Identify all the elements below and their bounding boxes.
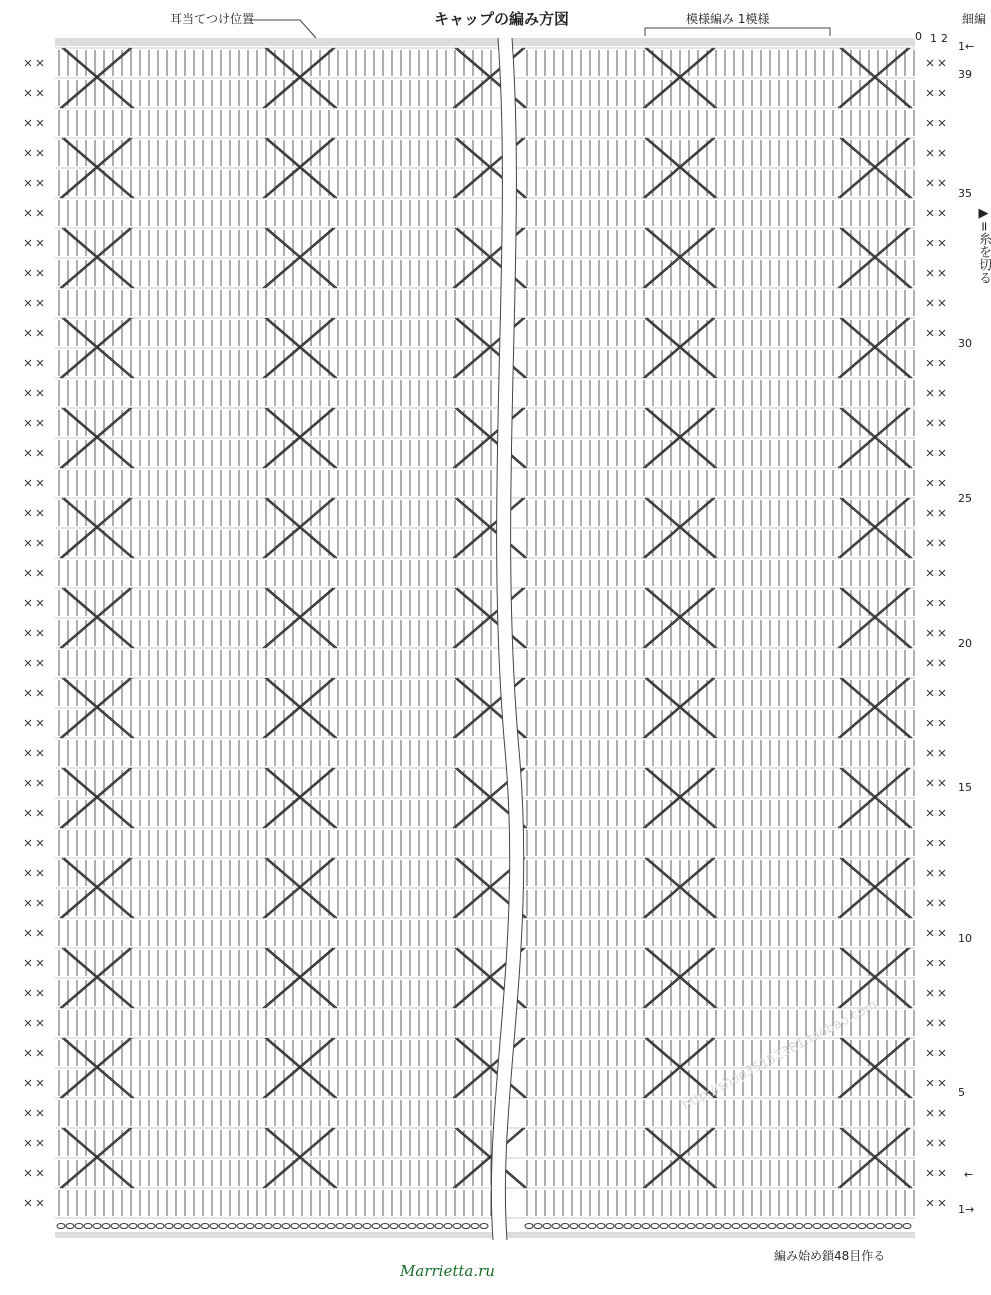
top-border (55, 38, 915, 46)
chain-stitch (273, 1224, 281, 1229)
chain-stitch (822, 1224, 830, 1229)
chain-stitch (309, 1224, 317, 1229)
chain-stitch (408, 1224, 416, 1229)
chain-stitch (651, 1224, 659, 1229)
watermark: http://shop35152381.taobao.com (680, 997, 880, 1114)
chain-stitch (363, 1224, 371, 1229)
row-number: 30 (958, 337, 972, 350)
chain-stitch (399, 1224, 407, 1229)
chain-stitch (390, 1224, 398, 1229)
pattern-repeat-bracket (645, 28, 830, 36)
chain-stitch (561, 1224, 569, 1229)
chain-stitch (858, 1224, 866, 1229)
chain-stitch (642, 1224, 650, 1229)
chain-stitch (354, 1224, 362, 1229)
chain-stitch (543, 1224, 551, 1229)
chain-stitch (372, 1224, 380, 1229)
chain-stitch (525, 1224, 533, 1229)
chain-stitch (588, 1224, 596, 1229)
chain-stitch (300, 1224, 308, 1229)
chain-stitch (885, 1224, 893, 1229)
chain-stitch (255, 1224, 263, 1229)
chain-stitch (471, 1224, 479, 1229)
chain-stitch (462, 1224, 470, 1229)
chain-stitch (426, 1224, 434, 1229)
chain-stitch (435, 1224, 443, 1229)
row-number: 25 (958, 492, 972, 505)
chain-stitch (210, 1224, 218, 1229)
chain-stitch (93, 1224, 101, 1229)
top-marker: 2 (941, 32, 948, 45)
chain-stitch (759, 1224, 767, 1229)
cut-yarn-label: ▶=糸を切る (976, 206, 991, 284)
chain-stitch (138, 1224, 146, 1229)
chain-stitch (633, 1224, 641, 1229)
chain-stitch (840, 1224, 848, 1229)
brand-logo: Marrietta.ru (400, 1262, 495, 1280)
chain-stitch (264, 1224, 272, 1229)
chain-stitch (183, 1224, 191, 1229)
chain-stitch (327, 1224, 335, 1229)
chain-stitch (174, 1224, 182, 1229)
chain-stitch (120, 1224, 128, 1229)
chain-stitch (84, 1224, 92, 1229)
chain-stitch (336, 1224, 344, 1229)
chain-stitch (804, 1224, 812, 1229)
chain-stitch (111, 1224, 119, 1229)
chain-stitch (696, 1224, 704, 1229)
chain-stitch (606, 1224, 614, 1229)
chain-stitch (201, 1224, 209, 1229)
chain-stitch (849, 1224, 857, 1229)
chain-stitch (867, 1224, 875, 1229)
row-number: 15 (958, 781, 972, 794)
chain-stitch (714, 1224, 722, 1229)
chain-stitch (795, 1224, 803, 1229)
chain-stitch (597, 1224, 605, 1229)
chain-stitch (615, 1224, 623, 1229)
top-marker: 0 (915, 30, 922, 43)
row-direction-marker: 1→ (958, 1203, 975, 1216)
chain-stitch (831, 1224, 839, 1229)
chain-stitch (192, 1224, 200, 1229)
chain-stitch (777, 1224, 785, 1229)
chain-stitch (480, 1224, 488, 1229)
chain-stitch (768, 1224, 776, 1229)
page-title: キャップの編み方図 (434, 10, 570, 28)
chain-stitch (318, 1224, 326, 1229)
row-number: 10 (958, 932, 972, 945)
chain-stitch (687, 1224, 695, 1229)
chain-stitch (669, 1224, 677, 1229)
chain-stitch (660, 1224, 668, 1229)
chain-stitch (291, 1224, 299, 1229)
ear-flap-leader (250, 20, 316, 38)
chain-stitch (417, 1224, 425, 1229)
start-chain-label: 編み始め鎖48目作る (774, 1249, 886, 1263)
chain-stitch (129, 1224, 137, 1229)
chain-stitch (786, 1224, 794, 1229)
bottom-border (55, 1232, 915, 1238)
chain-stitch (813, 1224, 821, 1229)
row-direction-marker: ← (964, 1168, 974, 1181)
chain-stitch (219, 1224, 227, 1229)
chain-stitch (453, 1224, 461, 1229)
row-direction-marker: 1← (958, 40, 975, 53)
chain-stitch (534, 1224, 542, 1229)
chain-stitch (75, 1224, 83, 1229)
chain-stitch (444, 1224, 452, 1229)
chain-stitch (552, 1224, 560, 1229)
chain-stitch (705, 1224, 713, 1229)
pattern-repeat-label: 模様編み 1模様 (686, 12, 770, 26)
chain-stitch (282, 1224, 290, 1229)
chain-stitch (345, 1224, 353, 1229)
chain-stitch (165, 1224, 173, 1229)
chain-stitch (102, 1224, 110, 1229)
chain-stitch (732, 1224, 740, 1229)
chain-stitch (147, 1224, 155, 1229)
row-number: 5 (958, 1086, 965, 1099)
chain-stitch (741, 1224, 749, 1229)
chain-stitch (381, 1224, 389, 1229)
chain-stitch (750, 1224, 758, 1229)
chain-stitch (66, 1224, 74, 1229)
ear-flap-position-label: 耳当てつけ位置 (170, 12, 255, 26)
chain-stitch (228, 1224, 236, 1229)
chain-stitch (579, 1224, 587, 1229)
chain-stitch (678, 1224, 686, 1229)
chain-stitch (246, 1224, 254, 1229)
thin-knit-label: 細編 (962, 12, 987, 26)
chain-stitch (570, 1224, 578, 1229)
top-marker: 1 (930, 32, 937, 45)
row-number: 20 (958, 637, 972, 650)
chain-stitch (624, 1224, 632, 1229)
chain-stitch (903, 1224, 911, 1229)
chain-stitch (894, 1224, 902, 1229)
row-number: 35 (958, 187, 972, 200)
chain-stitch (876, 1224, 884, 1229)
chain-stitch (57, 1224, 65, 1229)
chain-stitch (156, 1224, 164, 1229)
chain-stitch (723, 1224, 731, 1229)
chain-stitch (237, 1224, 245, 1229)
row-number: 39 (958, 68, 972, 81)
